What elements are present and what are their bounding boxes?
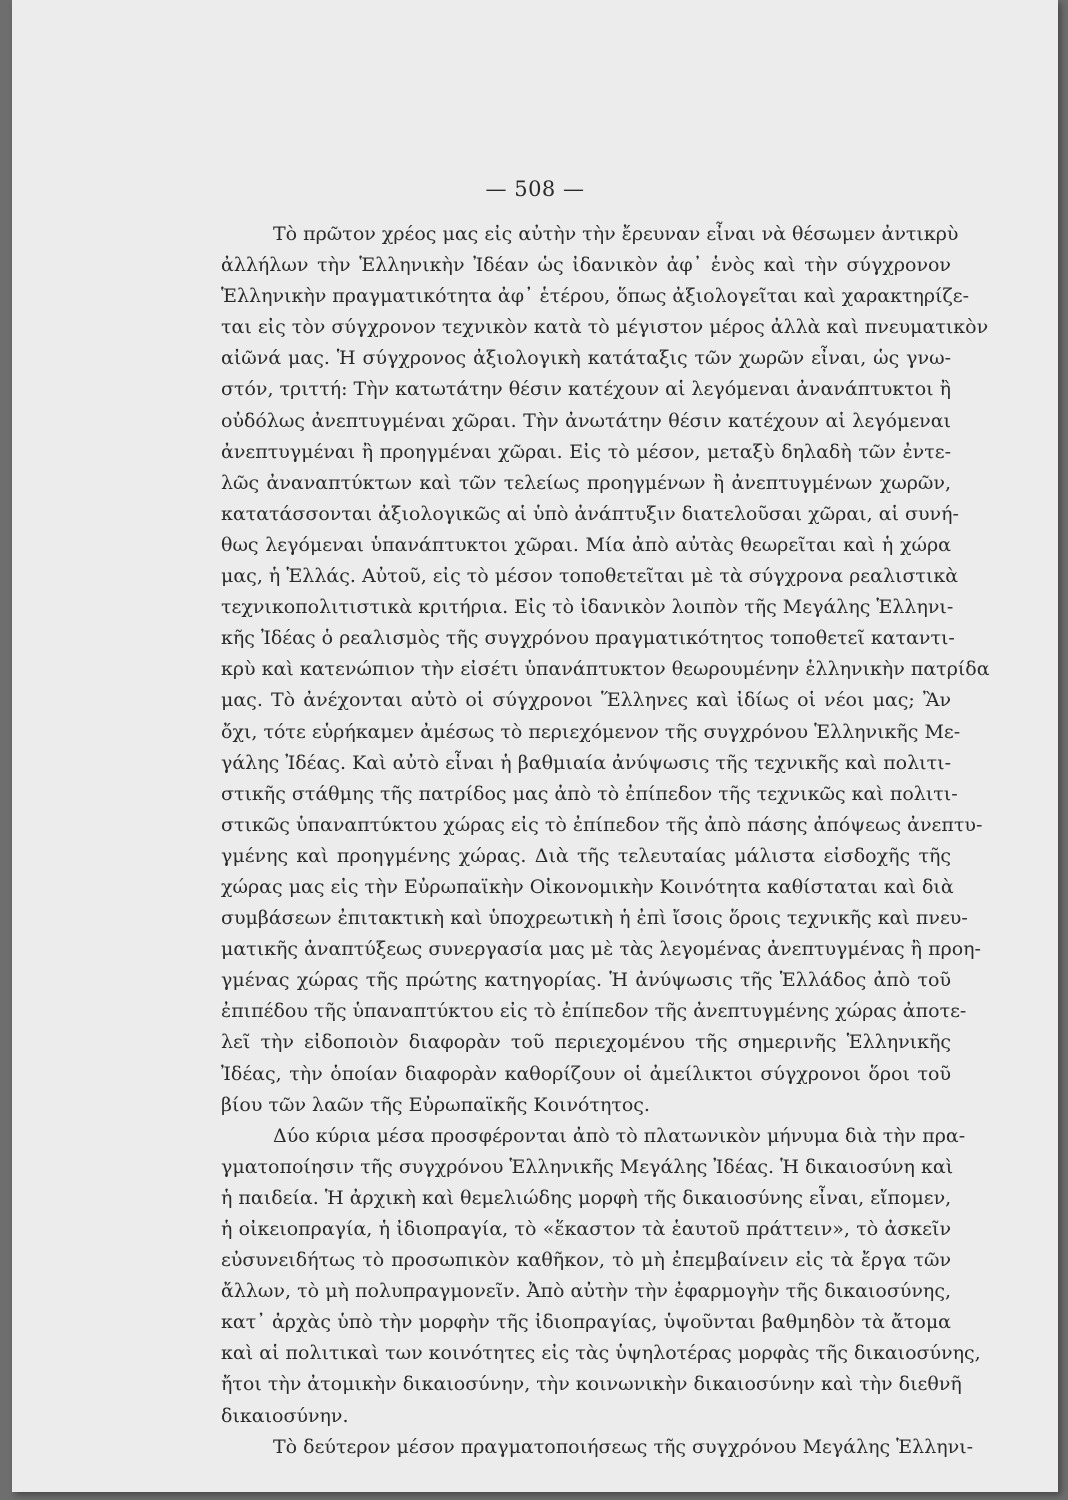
text-line: οὐδόλως ἀνεπτυγμέναι χῶραι. Τὴν ἀνωτάτην θέσιν κατέχουν αἱ λεγόμεναι: [221, 409, 951, 432]
text-line: ἤτοι τὴν ἀτομικὴν δικαιοσύνην, τὴν κοινωνικὴν δικαιοσύνην καὶ τὴν διεθνῆ: [221, 1373, 962, 1396]
text-line: γάλης Ἰδέας. Καὶ αὐτὸ εἶναι ἡ βαθμιαία ἀνύψωσις τῆς τεχνικῆς καὶ πολιτι-: [221, 751, 951, 774]
text-line: ἐπιπέδου τῆς ὑπαναπτύκτου εἰς τὸ ἐπίπεδον τῆς ἀνεπτυγμένης χώρας ἀποτε-: [221, 1000, 967, 1023]
text-line: κῆς Ἰδέας ὁ ρεαλισμὸς τῆς συγχρόνου πραγματικότητος τοποθετεῖ καταντι-: [221, 627, 955, 650]
text-line: κρὺ καὶ κατενώπιον τὴν εἰσέτι ὑπανάπτυκτον θεωρουμένην ἑλληνικὴν πατρίδα: [221, 658, 990, 681]
text-line: συμβάσεων ἐπιτακτικὴ καὶ ὑποχρεωτικὴ ἡ ἐπὶ ἴσοις ὅροις τεχνικῆς καὶ πνευ-: [221, 907, 968, 930]
body-text: [221, 219, 990, 1463]
text-line: ται εἰς τὸν σύγχρονον τεχνικὸν κατὰ τὸ μέγιστον μέρος ἀλλὰ καὶ πνευματικὸν: [221, 316, 989, 339]
text-line: Τὸ δεύτερον μέσον πραγματοποιήσεως τῆς συγχρόνου Μεγάλης Ἑλληνι-: [273, 1435, 974, 1458]
text-line: ὄχι, τότε εὑρήκαμεν ἀμέσως τὸ περιεχόμενον τῆς συγχρόνου Ἑλληνικῆς Με-: [221, 720, 961, 743]
text-line: μας. Τὸ ἀνέχονται αὐτὸ οἱ σύγχρονοι Ἕλληνες καὶ ἰδίως οἱ νέοι μας; Ἂν: [221, 689, 951, 712]
text-line: ἀνεπτυγμέναι ἢ προηγμέναι χῶραι. Εἰς τὸ μέσον, μεταξὺ δηλαδὴ τῶν ἐντε-: [221, 440, 951, 463]
page-number: — 508 —: [485, 177, 585, 201]
text-line: ἡ παιδεία. Ἡ ἀρχικὴ καὶ θεμελιώδης μορφὴ τῆς δικαιοσύνης εἶναι, εἴπομεν,: [221, 1186, 952, 1209]
text-line: ματικῆς ἀναπτύξεως συνεργασία μας μὲ τὰς λεγομένας ἀνεπτυγμένας ἢ προη-: [221, 938, 981, 961]
text-line: αἰῶνά μας. Ἡ σύγχρονος ἀξιολογικὴ κατάταξις τῶν χωρῶν εἶναι, ὡς γνω-: [221, 347, 951, 370]
text-line: κατ᾿ ἀρχὰς ὑπὸ τὴν μορφὴν τῆς ἰδιοπραγίας, ὑψοῦνται βαθμηδὸν τὰ ἄτομα: [221, 1311, 951, 1334]
text-line: λῶς ἀναναπτύκτων καὶ τῶν τελείως προηγμένων ἢ ἀνεπτυγμένων χωρῶν,: [221, 471, 951, 494]
text-line: στικῶς ὑπαναπτύκτου χώρας εἰς τὸ ἐπίπεδον τῆς ἀπὸ πάσης ἀπόψεως ἀνεπτυ-: [221, 813, 983, 836]
text-line: δικαιοσύνην.: [221, 1404, 349, 1427]
text-line: ἡ οἰκειοπραγία, ἡ ἰδιοπραγία, τὸ «ἕκαστον τὰ ἑαυτοῦ πράττειν», τὸ ἀσκεῖν: [221, 1218, 951, 1240]
text-line: εὐσυνειδήτως τὸ προσωπικὸν καθῆκον, τὸ μὴ ἐπεμβαίνειν εἰς τὰ ἔργα τῶν: [221, 1249, 951, 1272]
text-line: γματοποίησιν τῆς συγχρόνου Ἑλληνικῆς Μεγάλης Ἰδέας. Ἡ δικαιοσύνη καὶ: [221, 1155, 954, 1178]
text-line: ἀλλήλων τὴν Ἑλληνικὴν Ἰδέαν ὡς ἰδανικὸν ἀφ᾿ ἑνὸς καὶ τὴν σύγχρονον: [221, 254, 951, 277]
text-line: Ἑλληνικὴν πραγματικότητα ἀφ᾿ ἑτέρου, ὅπως ἀξιολογεῖται καὶ χαρακτηρίζε-: [221, 285, 970, 308]
book-page: [12, 0, 1058, 1492]
text-line: γμένας χώρας τῆς πρώτης κατηγορίας. Ἡ ἀνύψωσις τῆς Ἑλλάδος ἀπὸ τοῦ: [221, 969, 951, 992]
text-line: στικῆς στάθμης τῆς πατρίδος μας ἀπὸ τὸ ἐπίπεδον τῆς τεχνικῶς καὶ πολιτι-: [221, 782, 958, 805]
text-line: τεχνικοπολιτιστικὰ κριτήρια. Εἰς τὸ ἰδανικὸν λοιπὸν τῆς Μεγάλης Ἑλληνι-: [221, 596, 954, 619]
text-line: Τὸ πρῶτον χρέος μας εἰς αὐτὴν τὴν ἔρευναν εἶναι νὰ θέσωμεν ἀντικρὺ: [273, 223, 959, 245]
text-line: ἄλλων, τὸ μὴ πολυπραγμονεῖν. Ἀπὸ αὐτὴν τὴν ἐφαρμογὴν τῆς δικαιοσύνης,: [221, 1280, 951, 1303]
text-line: μας, ἡ Ἑλλάς. Αὐτοῦ, εἰς τὸ μέσον τοποθετεῖται μὲ τὰ σύγχρονα ρεαλιστικὰ: [221, 565, 959, 588]
text-line: λεῖ τὴν εἰδοποιὸν διαφορὰν τοῦ περιεχομένου τῆς σημερινῆς Ἑλληνικῆς: [221, 1031, 951, 1054]
text-line: Ἰδέας, τὴν ὁποίαν διαφορὰν καθορίζουν οἱ ἀμείλικτοι σύγχρονοι ὅροι τοῦ: [221, 1062, 951, 1085]
text-line: χώρας μας εἰς τὴν Εὐρωπαϊκὴν Οἰκονομικὴν Κοινότητα καθίσταται καὶ διὰ: [221, 875, 954, 898]
text-line: στόν, τριττή: Τὴν κατωτάτην θέσιν κατέχουν αἱ λεγόμεναι ἀνανάπτυκτοι ἢ: [221, 378, 952, 401]
text-line: καὶ αἱ πολιτικαὶ των κοινότητες εἰς τὰς ὑψηλοτέρας μορφὰς τῆς δικαιοσύνης,: [221, 1342, 981, 1365]
text-line: βίου τῶν λαῶν τῆς Εὐρωπαϊκῆς Κοινότητος.: [221, 1093, 650, 1116]
text-line: γμένης καὶ προηγμένης χώρας. Διὰ τῆς τελευταίας μάλιστα εἰσδοχῆς τῆς: [221, 844, 951, 867]
text-line: θως λεγόμεναι ὑπανάπτυκτοι χῶραι. Μία ἀπὸ αὐτὰς θεωρεῖται καὶ ἡ χώρα: [221, 533, 951, 556]
text-line: κατατάσσονται ἀξιολογικῶς αἱ ὑπὸ ἀνάπτυξιν διατελοῦσαι χῶραι, αἱ συνή-: [221, 502, 959, 525]
text-line: Δύο κύρια μέσα προσφέρονται ἀπὸ τὸ πλατωνικὸν μήνυμα διὰ τὴν πρα-: [273, 1124, 966, 1147]
